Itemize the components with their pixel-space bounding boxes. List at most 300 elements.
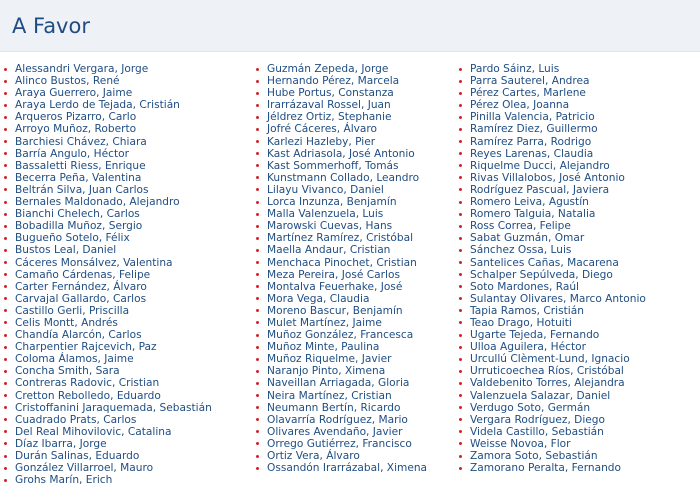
list-item-name: Malla Valenzuela, Luis: [267, 208, 384, 221]
bullet-icon: [256, 225, 259, 228]
bullet-icon: [4, 406, 7, 409]
list-item-name: Ugarte Tejeda, Fernando: [470, 329, 600, 342]
list-item-name: Ramírez Diez, Guillermo: [470, 123, 598, 136]
bullet-icon: [459, 370, 462, 373]
list-item: [3, 63, 255, 75]
bullet-icon: [459, 152, 462, 155]
list-item-name: Urcullú Clèment-Lund, Ignacio: [470, 353, 630, 366]
bullet-icon: [459, 455, 462, 458]
bullet-icon: [256, 261, 259, 264]
list-item-name: Guzmán Zepeda, Jorge: [267, 63, 389, 75]
bullet-icon: [459, 321, 462, 324]
list-item-name: Mora Vega, Claudia: [267, 292, 370, 305]
bullet-icon: [256, 370, 259, 373]
list-item: [3, 377, 255, 389]
list-item: [3, 269, 255, 281]
list-item: [3, 160, 255, 172]
bullet-icon: [4, 370, 7, 373]
list-item: [255, 196, 458, 208]
list-item-name: Araya Lerdo de Tejada, Cristián: [15, 99, 180, 112]
list-item-name: Lilayu Vivanco, Daniel: [267, 183, 384, 196]
list-item: [255, 87, 458, 99]
list-item: [458, 184, 698, 196]
list-item-name: Sánchez Ossa, Luis: [470, 244, 572, 257]
list-item-name: Muñoz Riquelme, Javier: [267, 353, 392, 366]
list-item: [458, 148, 698, 160]
list-item: [3, 390, 255, 402]
list-item-name: Concha Smith, Sara: [15, 365, 120, 378]
bullet-icon: [4, 225, 7, 228]
list-item: [3, 426, 255, 438]
list-item-name: Camaño Cárdenas, Felipe: [15, 268, 151, 281]
list-item-name: Arroyo Muñoz, Roberto: [15, 123, 137, 136]
list-item-name: Kast Sommerhoff, Tomás: [267, 159, 399, 172]
list-item: [458, 450, 698, 462]
list-item: [255, 438, 458, 450]
list-item-name: Becerra Peña, Valentina: [15, 171, 142, 184]
list-item: [255, 111, 458, 123]
bullet-icon: [459, 382, 462, 385]
list-item-name: Alinco Bustos, René: [15, 75, 120, 88]
bullet-icon: [459, 104, 462, 107]
list-item-name: Barría Angulo, Héctor: [15, 147, 129, 160]
bullet-icon: [459, 164, 462, 167]
list-item-name: Verdugo Soto, Germán: [470, 401, 591, 414]
list-item: [255, 208, 458, 220]
list-item: [3, 244, 255, 256]
bullet-icon: [256, 297, 259, 300]
list-item: [3, 353, 255, 365]
list-item-name: Jofré Cáceres, Álvaro: [267, 123, 378, 136]
list-item: [3, 365, 255, 377]
list-item-name: Bobadilla Muñoz, Sergio: [15, 220, 143, 233]
bullet-icon: [4, 321, 7, 324]
list-item-name: Bassaletti Riess, Enrique: [15, 159, 146, 172]
list-item: [3, 474, 255, 486]
list-item: [458, 377, 698, 389]
list-item: [255, 426, 458, 438]
list-item: [458, 329, 698, 341]
list-item: [3, 208, 255, 220]
list-item: [3, 136, 255, 148]
list-item-name: Ross Correa, Felipe: [470, 220, 571, 233]
bullet-icon: [256, 80, 259, 83]
list-item-name: Rodríguez Pascual, Javiera: [470, 183, 610, 196]
list-item: [255, 123, 458, 135]
list-item: [255, 232, 458, 244]
bullet-icon: [256, 467, 259, 470]
list-item: [255, 75, 458, 87]
list-item-name: Naranjo Pinto, Ximena: [267, 365, 386, 378]
bullet-icon: [4, 128, 7, 131]
list-item-name: Muñoz Minte, Paulina: [267, 341, 380, 354]
list-item: [3, 87, 255, 99]
list-item: [255, 305, 458, 317]
list-item-name: Jéldrez Ortiz, Stephanie: [267, 111, 392, 124]
list-item: [3, 196, 255, 208]
list-item-name: Sulantay Olivares, Marco Antonio: [470, 292, 646, 305]
list-item: [255, 160, 458, 172]
bullet-icon: [256, 140, 259, 143]
list-item: [255, 462, 458, 474]
list-item: [458, 257, 698, 269]
list-item: [3, 184, 255, 196]
bullet-icon: [4, 309, 7, 312]
list-item-name: Pinilla Valencia, Patricio: [470, 111, 595, 124]
bullet-icon: [4, 285, 7, 288]
list-item: [3, 75, 255, 87]
list-item: [3, 462, 255, 474]
list-item: [3, 111, 255, 123]
list-item: [458, 208, 698, 220]
list-item: [458, 111, 698, 123]
bullet-icon: [256, 382, 259, 385]
list-item: [255, 244, 458, 256]
list-item-name: Kast Adriasola, José Antonio: [267, 147, 415, 160]
list-item-name: Carvajal Gallardo, Carlos: [15, 292, 147, 305]
list-item-name: Cuadrado Prats, Carlos: [15, 413, 137, 426]
list-item-name: Riquelme Ducci, Alejandro: [470, 159, 610, 172]
list-item-name: Lorca Inzunza, Benjamín: [267, 196, 397, 209]
list-item-name: Zamora Soto, Sebastián: [470, 450, 598, 462]
bullet-icon: [4, 201, 7, 204]
list-item-name: Charpentier Rajcevich, Paz: [15, 341, 157, 354]
bullet-icon: [459, 418, 462, 421]
bullet-icon: [459, 140, 462, 143]
bullet-icon: [459, 442, 462, 445]
list-item: [255, 377, 458, 389]
list-item-name: Bustos Leal, Daniel: [15, 244, 117, 257]
bullet-icon: [256, 152, 259, 155]
list-item-name: Cretton Rebolledo, Eduardo: [15, 389, 161, 402]
list-item-name: Muñoz González, Francesca: [267, 329, 414, 342]
list-item-name: Pérez Olea, Joanna: [470, 99, 570, 112]
list-item: [458, 341, 698, 353]
bullet-icon: [256, 285, 259, 288]
bullet-icon: [256, 406, 259, 409]
list-item-name: Valdebenito Torres, Alejandra: [470, 377, 625, 390]
list-item: [458, 365, 698, 377]
list-item-name: Castillo Gerli, Priscilla: [15, 304, 130, 317]
bullet-icon: [459, 225, 462, 228]
list-item-name: Maella Andaur, Cristian: [267, 244, 391, 257]
list-item: [458, 438, 698, 450]
list-item-name: Hube Portus, Constanza: [267, 87, 394, 100]
list-item-name: Reyes Larenas, Claudia: [470, 147, 594, 160]
list-item-name: Meza Pereira, José Carlos: [267, 268, 400, 281]
list-item: [255, 172, 458, 184]
bullet-icon: [459, 201, 462, 204]
list-item-name: Ossandón Irarrázabal, Ximena: [267, 462, 428, 475]
list-item-name: Zamorano Peralta, Fernando: [470, 462, 621, 475]
bullet-icon: [256, 104, 259, 107]
bullet-icon: [4, 213, 7, 216]
bullet-icon: [256, 68, 259, 71]
list-item: [458, 281, 698, 293]
bullet-icon: [4, 152, 7, 155]
list-item: [458, 293, 698, 305]
bullet-icon: [4, 297, 7, 300]
list-item: [255, 329, 458, 341]
list-item: [3, 293, 255, 305]
bullet-icon: [4, 237, 7, 240]
list-item-name: Díaz Ibarra, Jorge: [15, 437, 107, 450]
list-item-name: Barchiesi Chávez, Chiara: [15, 135, 147, 148]
list-item: [458, 353, 698, 365]
list-item-name: Videla Castillo, Sebastián: [470, 425, 604, 438]
list-item: [458, 402, 698, 414]
bullet-icon: [459, 80, 462, 83]
list-item-name: Montalva Feuerhake, José: [267, 280, 403, 293]
list-item-name: Sabat Guzmán, Omar: [470, 232, 585, 245]
list-item: [3, 172, 255, 184]
list-item-name: Rivas Villalobos, José Antonio: [470, 171, 625, 184]
bullet-icon: [256, 394, 259, 397]
bullet-icon: [4, 442, 7, 445]
list-item: [255, 353, 458, 365]
list-item-name: Romero Talguia, Natalia: [470, 208, 596, 221]
bullet-icon: [459, 430, 462, 433]
bullet-icon: [459, 116, 462, 119]
list-item-name: Alessandri Vergara, Jorge: [15, 63, 149, 75]
list-item-name: Ramírez Parra, Rodrigo: [470, 135, 592, 148]
bullet-icon: [459, 285, 462, 288]
list-item-name: Neira Martínez, Cristian: [267, 389, 392, 402]
list-item: [255, 99, 458, 111]
bullet-icon: [256, 418, 259, 421]
list-item: [255, 269, 458, 281]
list-item-name: Pardo Sáinz, Luis: [470, 63, 560, 75]
list-item: [255, 402, 458, 414]
list-item-name: Schalper Sepúlveda, Diego: [470, 268, 613, 281]
bullet-icon: [256, 249, 259, 252]
list-item: [3, 148, 255, 160]
bullet-icon: [4, 249, 7, 252]
bullet-icon: [4, 394, 7, 397]
list-item: [458, 160, 698, 172]
list-item-name: Del Real Mihovilovic, Catalina: [15, 425, 172, 438]
bullet-icon: [459, 249, 462, 252]
bullet-icon: [4, 467, 7, 470]
bullet-icon: [459, 467, 462, 470]
list-item: [3, 99, 255, 111]
list-item-name: Arqueros Pizarro, Carlo: [15, 111, 137, 124]
bullet-icon: [256, 237, 259, 240]
bullet-icon: [459, 176, 462, 179]
list-item-name: Moreno Bascur, Benjamín: [267, 304, 403, 317]
list-item: [255, 293, 458, 305]
list-item-name: Marowski Cuevas, Hans: [267, 220, 393, 233]
bullet-icon: [256, 430, 259, 433]
list-item: [458, 390, 698, 402]
list-item-name: Neumann Bertín, Ricardo: [267, 401, 401, 414]
bullet-icon: [256, 176, 259, 179]
bullet-icon: [256, 442, 259, 445]
bullet-icon: [256, 455, 259, 458]
list-item: [255, 341, 458, 353]
list-item: [3, 281, 255, 293]
list-item-name: Urruticoechea Ríos, Cristóbal: [470, 365, 624, 378]
list-item-name: Soto Mardones, Raúl: [470, 280, 579, 293]
bullet-icon: [256, 273, 259, 276]
list-item: [255, 136, 458, 148]
list-item-name: Beltrán Silva, Juan Carlos: [15, 183, 149, 196]
bullet-icon: [256, 346, 259, 349]
list-item-name: Grohs Marín, Erich: [15, 474, 113, 487]
list-item-name: Menchaca Pinochet, Cristian: [267, 256, 417, 269]
list-item: [255, 257, 458, 269]
list-item-name: Olivares Avendaño, Javier: [267, 425, 403, 438]
list-item-name: Martínez Ramírez, Cristóbal: [267, 232, 414, 245]
list-item-name: Chandía Alarcón, Carlos: [15, 329, 142, 342]
list-item: [458, 196, 698, 208]
bullet-icon: [459, 68, 462, 71]
list-item: [3, 341, 255, 353]
bullet-icon: [4, 188, 7, 191]
bullet-icon: [4, 334, 7, 337]
list-item-name: Cristoffanini Jaraquemada, Sebastián: [15, 401, 212, 414]
list-item-name: Coloma Álamos, Jaime: [15, 353, 134, 366]
list-item: [255, 148, 458, 160]
bullet-icon: [256, 358, 259, 361]
list-item: [458, 269, 698, 281]
bullet-icon: [459, 346, 462, 349]
list-item: [458, 232, 698, 244]
bullet-icon: [459, 261, 462, 264]
list-item: [3, 257, 255, 269]
list-item-name: Bianchi Chelech, Carlos: [15, 208, 140, 221]
list-item: [458, 75, 698, 87]
bullet-icon: [256, 188, 259, 191]
bullet-icon: [459, 297, 462, 300]
list-item-name: Araya Guerrero, Jaime: [15, 87, 133, 100]
bullet-icon: [256, 213, 259, 216]
list-item: [3, 220, 255, 232]
list-item-name: Hernando Pérez, Marcela: [267, 75, 400, 88]
list-item-name: Karlezi Hazleby, Pier: [267, 135, 376, 148]
bullet-icon: [4, 479, 7, 482]
bullet-icon: [4, 140, 7, 143]
list-item: [3, 305, 255, 317]
list-item: [3, 123, 255, 135]
list-item: [255, 414, 458, 426]
names-column-1: [3, 63, 255, 486]
list-item-name: Kunstmann Collado, Leandro: [267, 171, 420, 184]
bullet-icon: [256, 334, 259, 337]
names-column-3: [458, 63, 698, 474]
bullet-icon: [256, 201, 259, 204]
bullet-icon: [459, 188, 462, 191]
bullet-icon: [256, 309, 259, 312]
bullet-icon: [459, 406, 462, 409]
bullet-icon: [4, 358, 7, 361]
list-item: [458, 172, 698, 184]
list-item: [3, 438, 255, 450]
list-item: [255, 390, 458, 402]
list-item: [3, 450, 255, 462]
list-item-name: Ulloa Aguilera, Héctor: [470, 341, 586, 354]
list-item-name: Parra Sauterel, Andrea: [470, 75, 590, 88]
list-item: [458, 244, 698, 256]
bullet-icon: [4, 346, 7, 349]
section-title: A Favor: [12, 14, 90, 38]
bullet-icon: [4, 68, 7, 71]
bullet-icon: [459, 213, 462, 216]
list-item-name: Romero Leiva, Agustín: [470, 196, 589, 209]
bullet-icon: [256, 164, 259, 167]
list-item: [3, 232, 255, 244]
list-item-name: Durán Salinas, Eduardo: [15, 450, 140, 462]
list-item: [255, 450, 458, 462]
list-item-name: Celis Montt, Andrés: [15, 316, 118, 329]
list-item-name: Orrego Gutiérrez, Francisco: [267, 437, 412, 450]
bullet-icon: [459, 128, 462, 131]
list-item: [458, 87, 698, 99]
list-item: [3, 414, 255, 426]
bullet-icon: [256, 92, 259, 95]
bullet-icon: [4, 273, 7, 276]
names-column-2: [255, 63, 458, 474]
list-item-name: Vergara Rodríguez, Diego: [470, 413, 606, 426]
list-item: [255, 184, 458, 196]
bullet-icon: [4, 455, 7, 458]
bullet-icon: [459, 92, 462, 95]
list-item: [3, 402, 255, 414]
list-item: [458, 63, 698, 75]
list-item: [3, 317, 255, 329]
list-item: [458, 305, 698, 317]
list-item: [255, 365, 458, 377]
list-item-name: Valenzuela Salazar, Daniel: [470, 389, 611, 402]
list-item: [458, 123, 698, 135]
bullet-icon: [459, 309, 462, 312]
list-item-name: Carter Fernández, Álvaro: [15, 280, 147, 293]
bullet-icon: [4, 80, 7, 83]
bullet-icon: [4, 261, 7, 264]
list-item: [255, 220, 458, 232]
list-item-name: Teao Drago, Hotuiti: [470, 316, 572, 329]
list-item: [3, 329, 255, 341]
list-item-name: Cáceres Monsálvez, Valentina: [15, 256, 173, 269]
bullet-icon: [256, 116, 259, 119]
list-item: [458, 136, 698, 148]
list-item-name: Ortiz Vera, Álvaro: [267, 450, 360, 462]
list-item-name: Tapia Ramos, Cristián: [470, 304, 584, 317]
list-item-name: Mulet Martínez, Jaime: [267, 316, 382, 329]
bullet-icon: [4, 382, 7, 385]
bullet-icon: [4, 176, 7, 179]
list-item: [458, 317, 698, 329]
bullet-icon: [459, 273, 462, 276]
list-item: [458, 220, 698, 232]
bullet-icon: [459, 237, 462, 240]
list-item-name: Pérez Cartes, Marlene: [470, 87, 586, 100]
list-item-name: González Villarroel, Mauro: [15, 462, 154, 475]
list-item: [255, 317, 458, 329]
bullet-icon: [4, 164, 7, 167]
list-item: [458, 99, 698, 111]
section-header: [0, 0, 700, 52]
bullet-icon: [459, 334, 462, 337]
list-item: [255, 281, 458, 293]
list-item: [255, 63, 458, 75]
list-item-name: Contreras Radovic, Cristian: [15, 377, 160, 390]
bullet-icon: [4, 418, 7, 421]
list-item: [458, 414, 698, 426]
list-item-name: Olavarría Rodríguez, Mario: [267, 413, 408, 426]
list-item-name: Weisse Novoa, Flor: [470, 437, 571, 450]
bullet-icon: [459, 394, 462, 397]
